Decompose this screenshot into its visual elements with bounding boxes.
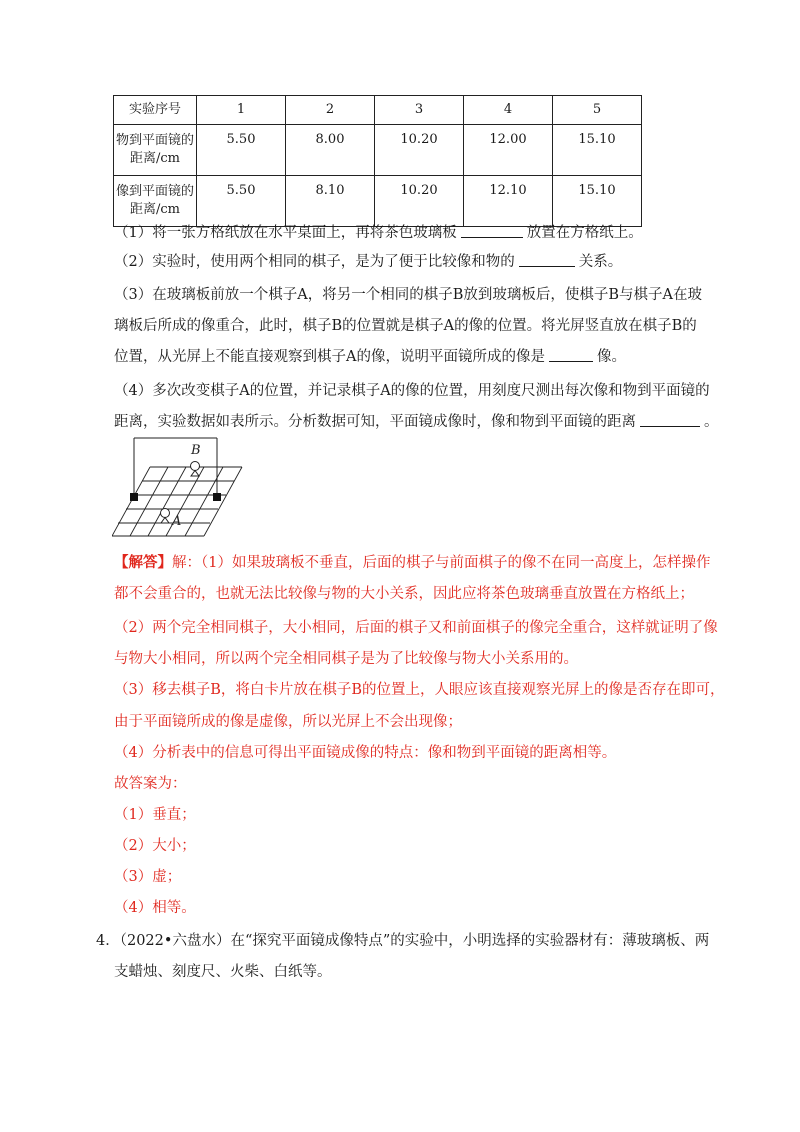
row-label-line: 距离/cm [130, 151, 180, 166]
question-3-line: （3）在玻璃板前放一个棋子A，将另一个相同的棋子B放到玻璃板后，使棋子B与棋子A在玻 [114, 287, 702, 303]
label-b: B [191, 443, 201, 458]
answer-conclusion: 故答案为： [114, 776, 187, 792]
table-header-cell: 实验序号 [114, 96, 197, 125]
question-4-stem [96, 929, 709, 950]
row-label-line: 像到平面镜的 [116, 184, 195, 199]
table-cell: 8.00 [286, 125, 375, 176]
row-label-image-distance [114, 176, 197, 227]
answer-blank [519, 252, 575, 267]
answer-intro: 解： [172, 555, 201, 571]
table-cell: 15.10 [553, 176, 642, 227]
question-1 [114, 221, 714, 242]
question-3-line [114, 345, 714, 366]
answer-item: （4）相等。 [114, 900, 196, 916]
mirror-experiment-figure [112, 432, 252, 542]
answer-tag: 【解答】 [114, 554, 172, 571]
chess-piece-a [161, 509, 170, 524]
answer-line [114, 551, 714, 572]
question-3-line: 璃板后所成的像重合，此时，棋子B的位置就是棋子A的像的位置。将光屏竖直放在棋子B的 [114, 318, 697, 334]
table-header-cell: 3 [375, 96, 464, 125]
table-cell: 5.50 [197, 125, 286, 176]
glass-stand-right [213, 493, 221, 501]
question-number: 4． [96, 933, 120, 949]
answer-line: 与物大小相同，所以两个完全相同棋子是为了比较像与物大小关系用的。 [114, 651, 578, 667]
question-2 [114, 250, 714, 271]
table-header-cell: 2 [286, 96, 375, 125]
table-cell: 12.10 [464, 176, 553, 227]
answer-text: （1）如果玻璃板不垂直，后面的棋子与前面棋子的像不在同一高度上，怎样操作 [201, 555, 711, 571]
table-row [114, 176, 642, 227]
question-text: 放置在方格纸上。 [526, 225, 643, 241]
answer-line: （4）分析表中的信息可得出平面镜成像的特点：像和物到平面镜的距离相等。 [114, 745, 617, 761]
question-4-line [114, 410, 719, 431]
glass-stand-left [130, 493, 138, 501]
table-cell: 12.00 [464, 125, 553, 176]
answer-line: 由于平面镜所成的像是虚像，所以光屏上不会出现像； [114, 714, 462, 730]
answer-blank [461, 223, 523, 238]
table-cell: 8.10 [286, 176, 375, 227]
answer-blank [549, 347, 593, 362]
question-4-line: （4）多次改变棋子A的位置，并记录棋子A的像的位置，用刻度尺测出每次像和物到平面镜的 [114, 383, 710, 399]
answer-line: （3）移去棋子B，将白卡片放在棋子B的位置上，人眼应该直接观察光屏上的像是否存在即可， [114, 682, 725, 698]
table-cell: 15.10 [553, 125, 642, 176]
question-text: （2022•六盘水）在“探究平面镜成像特点”的实验中，小明选择的实验器材有：薄玻璃板、两 [119, 933, 710, 949]
table-cell: 5.50 [197, 176, 286, 227]
chess-piece-b [191, 462, 200, 477]
table-header-cell: 4 [464, 96, 553, 125]
row-label-line: 距离/cm [130, 202, 180, 217]
question-4-stem-line: 支蜡烛、刻度尺、火柴、白纸等。 [114, 964, 332, 980]
data-table [113, 95, 642, 227]
table-cell: 10.20 [375, 176, 464, 227]
question-text: 。 [704, 414, 719, 430]
question-text: 关系。 [578, 254, 623, 270]
answer-item: （3）虚； [114, 869, 182, 885]
answer-line: （2）两个完全相同棋子，大小相同，后面的棋子又和前面棋子的像完全重合，这样就证明了像 [114, 620, 718, 636]
table-header-row [114, 96, 642, 125]
question-text: 距离，实验数据如表所示。分析数据可知，平面镜成像时，像和物到平面镜的距离 [114, 414, 636, 430]
answer-blank [640, 412, 700, 427]
table-row [114, 125, 642, 176]
question-text: 位置，从光屏上不能直接观察到棋子A的像，说明平面镜所成的像是 [114, 349, 545, 365]
question-text: （1）将一张方格纸放在水平桌面上，再将茶色玻璃板 [114, 225, 457, 241]
glass-frame [134, 438, 217, 498]
table-header-cell: 5 [553, 96, 642, 125]
table-header-cell: 1 [197, 96, 286, 125]
answer-item: （2）大小； [114, 838, 196, 854]
answer-item: （1）垂直； [114, 807, 196, 823]
question-text: 像。 [596, 349, 626, 365]
row-label-line: 物到平面镜的 [116, 133, 195, 148]
question-text: （2）实验时，使用两个相同的棋子，是为了便于比较像和物的 [114, 254, 515, 270]
answer-line: 都不会重合的，也就无法比较像与物的大小关系，因此应将茶色玻璃垂直放置在方格纸上； [114, 586, 694, 602]
table-cell: 10.20 [375, 125, 464, 176]
label-a: A [172, 514, 182, 529]
row-label-object-distance [114, 125, 197, 176]
